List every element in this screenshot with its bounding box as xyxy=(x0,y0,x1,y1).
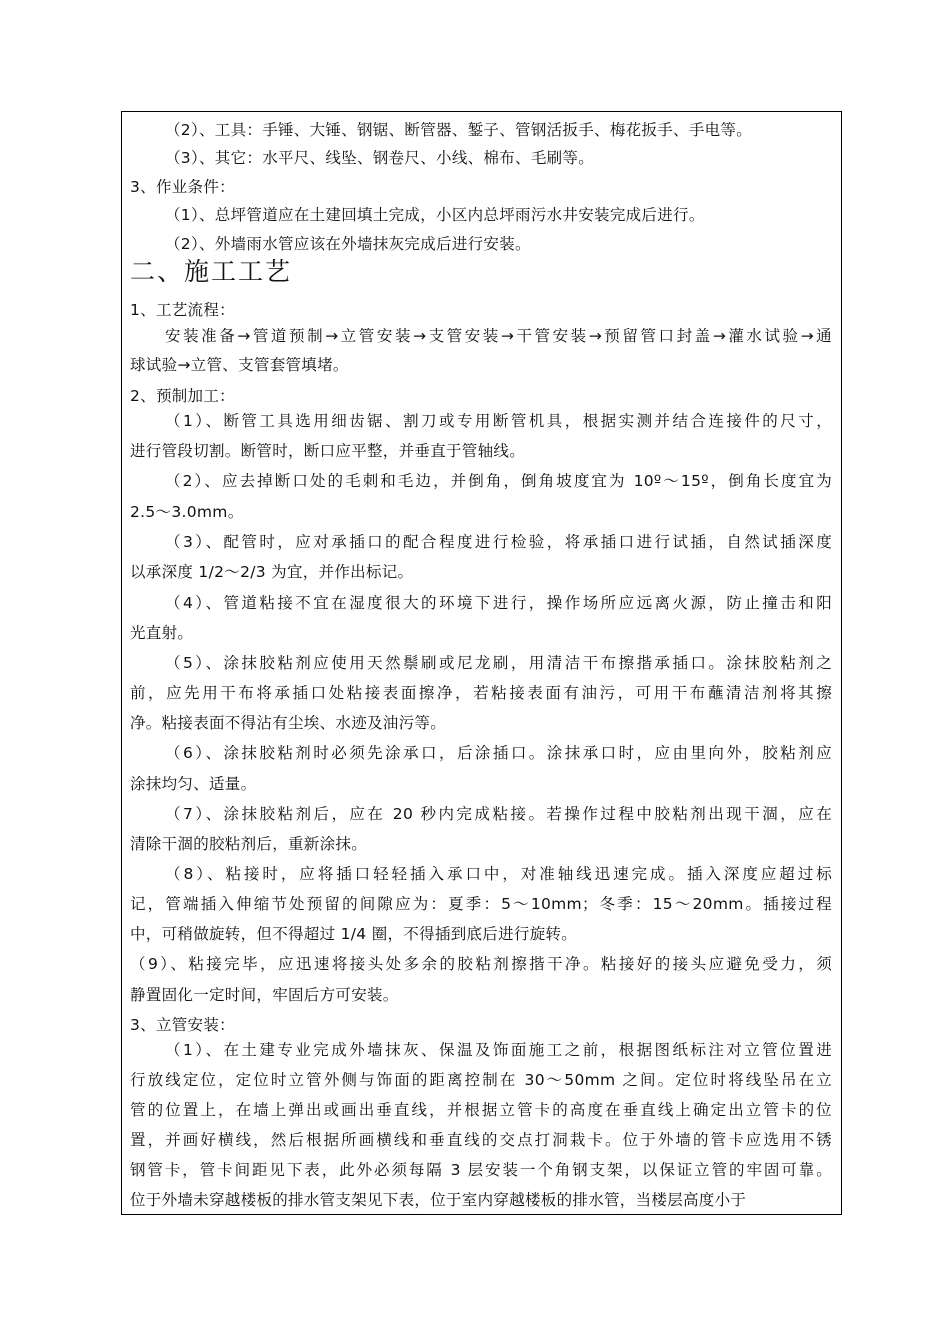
text-line: （8）、粘接时，应将插口轻轻插入承口中，对准轴线迅速完成。插入深度应超过标 xyxy=(165,865,832,883)
text-line: （4）、管道粘接不宜在湿度很大的环境下进行，操作场所应远离火源，防止撞击和阳 xyxy=(165,594,832,612)
text-line: 安装准备→管道预制→立管安装→支管安装→干管安装→预留管口封盖→灌水试验→通 xyxy=(165,327,832,345)
section-label: 2、预制加工： xyxy=(130,387,235,405)
text-line: 置，并画好横线，然后根据所画横线和垂直线的交点打洞栽卡。位于外墙的管卡应选用不锈 xyxy=(130,1131,832,1149)
text-line: （3）、配管时，应对承插口的配合程度进行检验，将承插口进行试插，自然试插深度 xyxy=(165,533,832,551)
text-line: （6）、涂抹胶粘剂时必须先涂承口，后涂插口。涂抹承口时，应由里向外，胶粘剂应 xyxy=(165,744,832,762)
section-label: 1、工艺流程： xyxy=(130,301,235,319)
text-line: （2）、工具：手锤、大锤、钢锯、断管器、錾子、管钢活扳手、梅花扳手、手电等。 xyxy=(165,121,753,139)
text-line: （7）、涂抹胶粘剂后，应在 20 秒内完成粘接。若操作过程中胶粘剂出现干涸，应在 xyxy=(165,805,832,823)
text-line: （5）、涂抹胶粘剂应使用天然鬃刷或尼龙刷，用清洁干布擦揩承插口。涂抹胶粘剂之 xyxy=(165,654,832,672)
section-label: 3、立管安装： xyxy=(130,1016,235,1034)
text-line: 行放线定位，定位时立管外侧与饰面的距离控制在 30～50mm 之间。定位时将线坠吊在立 xyxy=(130,1071,832,1089)
text-line: 以承深度 1/2～2/3 为宜，并作出标记。 xyxy=(130,563,414,581)
text-line: 进行管段切割。断管时，断口应平整，并垂直于管轴线。 xyxy=(130,442,526,460)
text-line: 钢管卡，管卡间距见下表，此外必须每隔 3 层安装一个角钢支架，以保证立管的牢固可靠。 xyxy=(130,1161,832,1179)
text-line: 记，管端插入伸缩节处预留的间隙应为：夏季：5～10mm；冬季：15～20mm。插接过程 xyxy=(130,895,832,913)
text-line: 管的位置上，在墙上弹出或画出垂直线，并根据立管卡的高度在垂直线上确定出立管卡的位 xyxy=(130,1101,832,1119)
text-line: 位于外墙未穿越楼板的排水管支架见下表，位于室内穿越楼板的排水管，当楼层高度小于 xyxy=(130,1191,747,1209)
text-line: 球试验→立管、支管套管填堵。 xyxy=(130,356,349,374)
text-line: 静置固化一定时间，牢固后方可安装。 xyxy=(130,986,399,1004)
text-line: （2）、外墙雨水管应该在外墙抹灰完成后进行安装。 xyxy=(165,235,531,253)
text-line: 净。粘接表面不得沾有尘埃、水迹及油污等。 xyxy=(130,714,447,732)
section-heading: 二、施工工艺 xyxy=(130,257,293,286)
text-line: 光直射。 xyxy=(130,624,194,642)
text-line: 中，可稍做旋转，但不得超过 1/4 圈，不得插到底后进行旋转。 xyxy=(130,925,578,943)
text-line: （1）、总坪管道应在土建回填土完成，小区内总坪雨污水井安装完成后进行。 xyxy=(165,206,705,224)
text-line: 2.5～3.0mm。 xyxy=(130,503,244,521)
section-label: 3、作业条件： xyxy=(130,178,235,196)
text-line: （2）、应去掉断口处的毛刺和毛边，并倒角，倒角坡度宜为 10º～15º，倒角长度宜为 xyxy=(165,472,832,490)
text-line: （1）、断管工具选用细齿锯、割刀或专用断管机具，根据实测并结合连接件的尺寸， xyxy=(165,412,832,430)
text-line: （3）、其它：水平尺、线坠、钢卷尺、小线、棉布、毛刷等。 xyxy=(165,149,595,167)
text-line: 清除干涸的胶粘剂后，重新涂抹。 xyxy=(130,835,368,853)
text-line: 涂抹均匀、适量。 xyxy=(130,775,257,793)
text-line: 前，应先用干布将承插口处粘接表面擦净，若粘接表面有油污，可用干布蘸清洁剂将其擦 xyxy=(130,684,832,702)
text-line: （1）、在土建专业完成外墙抹灰、保温及饰面施工之前，根据图纸标注对立管位置进 xyxy=(165,1041,832,1059)
text-line: （9）、粘接完毕，应迅速将接头处多余的胶粘剂擦揩干净。粘接好的接头应避免受力，须 xyxy=(130,955,832,973)
